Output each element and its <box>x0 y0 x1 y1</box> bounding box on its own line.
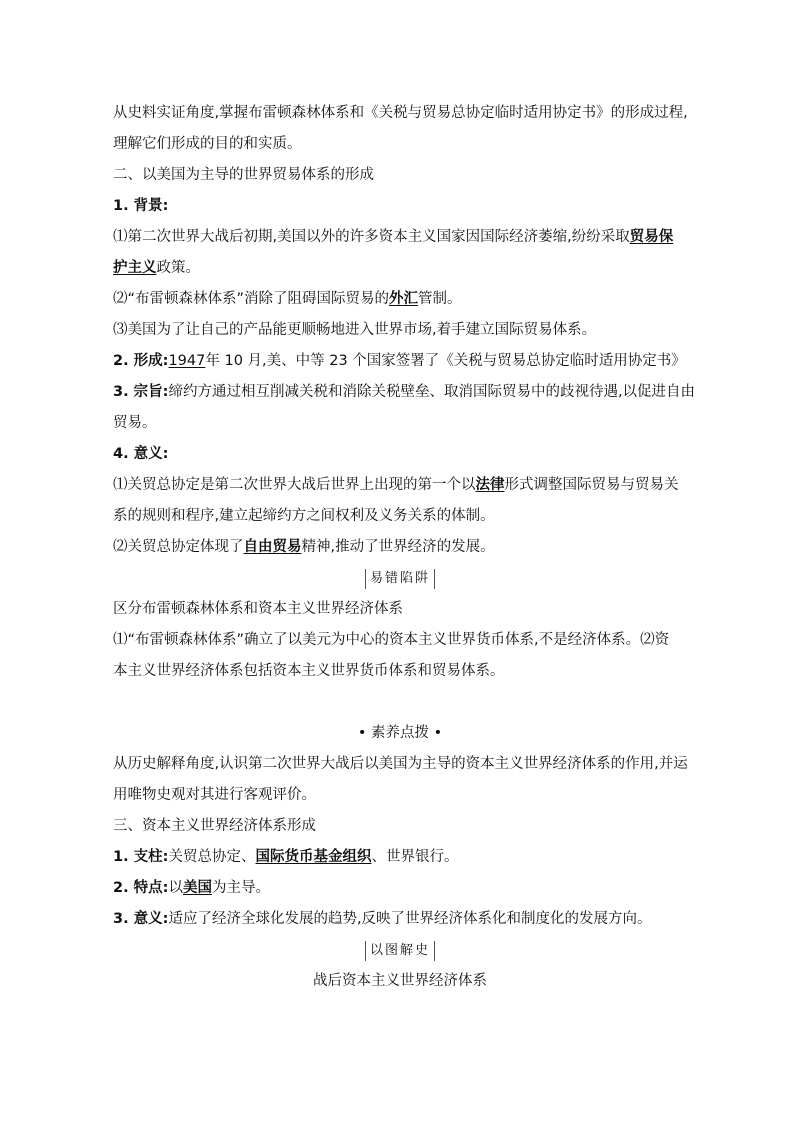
image-tag: 以图解史 <box>365 941 435 961</box>
keyword: 法律 <box>475 477 505 493</box>
aim-line-2: 贸易。 <box>113 415 157 431</box>
trap-tag-row <box>113 563 687 594</box>
literacy-line-2: 用唯物史观对其进行客观评价。 <box>113 787 316 803</box>
background-item-3: ⑶美国为了让自己的产品能更顺畅地进入世界市场,着手建立国际贸易体系。 <box>113 322 597 338</box>
formation-text: 年 10 月,美、中等 23 个国家签署了《关税与贸易总协定临时适用协定书》 <box>205 353 686 369</box>
meaning <box>113 904 687 935</box>
image-tag-row <box>113 935 687 966</box>
formation-year: 1947 <box>168 353 206 369</box>
intro-line-2: 理解它们形成的目的和实质。 <box>113 136 302 152</box>
trap-line-1: ⑴“布雷顿森林体系”确立了以美元为中心的资本主义世界货币体系,不是经济体系。⑵资 <box>113 632 670 648</box>
section-3-heading: 三、资本主义世界经济体系形成 <box>113 818 316 834</box>
meaning-text: 适应了经济全球化发展的趋势,反映了世界经济体系化和制度化的发展方向。 <box>168 911 652 927</box>
formation-label: 2. 形成: <box>113 353 169 369</box>
aim-label: 3. 宗旨: <box>113 384 169 400</box>
significance-item-1-line-1 <box>113 470 687 501</box>
aim-text: 缔约方通过相互削减关税和消除关税壁垒、取消国际贸易中的歧视待遇,以促进自由 <box>168 384 696 400</box>
text: ⑵关贸总协定体现了 <box>113 539 244 555</box>
text: 以 <box>168 880 183 896</box>
formation <box>113 346 687 377</box>
keyword: 美国 <box>182 880 212 896</box>
text: 关贸总协定、 <box>168 849 256 865</box>
literacy-tag: • 素养点拨 • <box>357 725 443 741</box>
intro-line-1: 从史料实证角度,掌握布雷顿森林体系和《关税与贸易总协定临时适用协定书》的形成过程, <box>113 105 688 121</box>
trap-tag: 易错陷阱 <box>365 569 435 589</box>
text: 政策。 <box>156 260 200 276</box>
background-item-1-line-1 <box>113 222 687 253</box>
significance-item-1-line-2: 系的规则和程序,建立起缔约方之间权利及义务关系的体制。 <box>113 508 495 524</box>
keyword: 国际货币基金组织 <box>255 849 372 865</box>
significance-item-2 <box>113 532 687 563</box>
pillars <box>113 842 687 873</box>
aim-line-1 <box>113 377 696 408</box>
keyword: 外汇 <box>389 291 419 307</box>
background-item-1-line-2 <box>113 253 687 284</box>
text: ⑴第二次世界大战后初期,美国以外的许多资本主义国家因国际经济萎缩,纷纷采取 <box>113 229 630 245</box>
text: 管制。 <box>418 291 462 307</box>
literacy-line-1: 从历史解释角度,认识第二次世界大战后以美国为主导的资本主义世界经济体系的作用,并运 <box>113 756 688 772</box>
meaning-label: 3. 意义: <box>113 911 169 927</box>
text: 、世界银行。 <box>371 849 459 865</box>
trap-title: 区分布雷顿森林体系和资本主义世界经济体系 <box>113 601 403 617</box>
keyword: 贸易保 <box>629 229 674 245</box>
features-label: 2. 特点: <box>113 880 169 896</box>
text: 精神,推动了世界经济的发展。 <box>301 539 495 555</box>
text: 形式调整国际贸易与贸易关 <box>504 477 679 493</box>
features <box>113 873 687 904</box>
significance-label: 4. 意义: <box>113 446 169 462</box>
text: ⑵“布雷顿森林体系”消除了阻碍国际贸易的 <box>113 291 390 307</box>
trap-line-2: 本主义世界经济体系包括资本主义世界货币体系和贸易体系。 <box>113 663 505 679</box>
image-title: 战后资本主义世界经济体系 <box>313 973 487 989</box>
spacer <box>113 687 687 718</box>
text: 为主导。 <box>211 880 270 896</box>
keyword: 护主义 <box>113 260 157 276</box>
document-page <box>113 98 696 997</box>
background-item-2 <box>113 284 687 315</box>
section-2-heading: 二、以美国为主导的世界贸易体系的形成 <box>113 167 374 183</box>
text: ⑴关贸总协定是第二次世界大战后世界上出现的第一个以 <box>113 477 476 493</box>
keyword: 自由贸易 <box>243 539 302 555</box>
pillars-label: 1. 支柱: <box>113 849 169 865</box>
background-label: 1. 背景: <box>113 198 169 214</box>
